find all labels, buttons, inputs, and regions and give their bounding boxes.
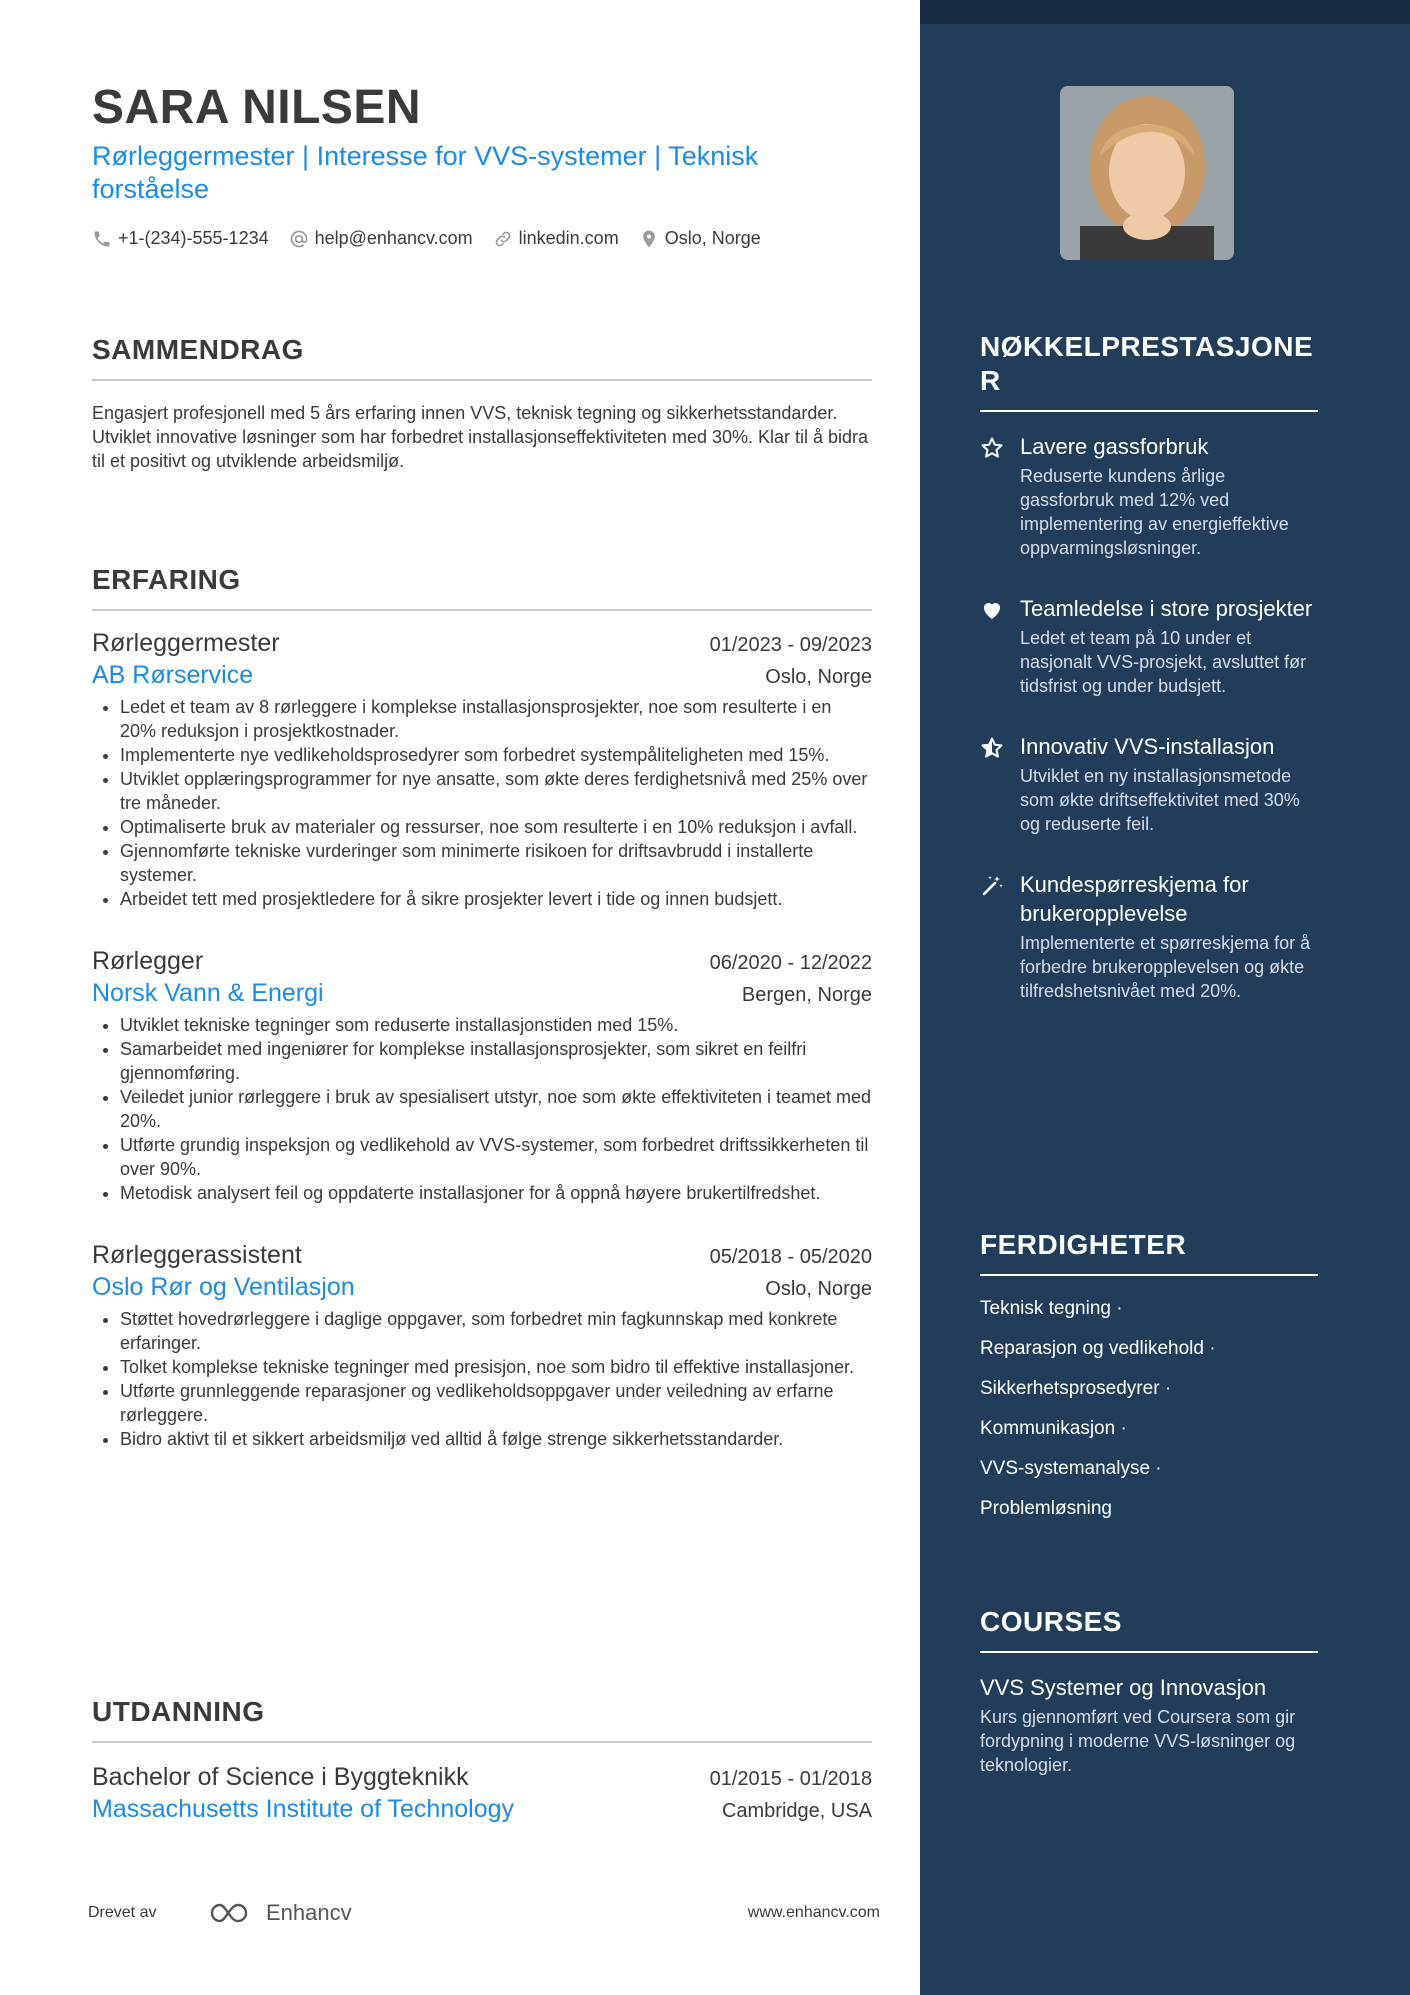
course-description: Kurs gjennomført ved Coursera som gir fordypning i moderne VVS-løsninger og teknologier. [980, 1707, 1296, 1775]
experience-section [92, 563, 872, 1451]
job-bullet: • Støttet hovedrørleggere i daglige oppgaver, som forbedret min fagkunnskap med konkrete erfaringer. [120, 1307, 872, 1355]
skill-item: Problemløsning [980, 1498, 1112, 1519]
contact-bar [92, 228, 872, 249]
section-divider [980, 410, 1318, 412]
job-dates: 01/2023 - 09/2023 [709, 634, 872, 656]
location-pin-icon [639, 229, 659, 249]
heart-icon [980, 598, 1004, 622]
profile-photo [1060, 86, 1234, 260]
achievements-section [980, 330, 1318, 1003]
contact-linkedin[interactable] [493, 228, 619, 249]
job-header [92, 1239, 872, 1271]
job-bullet: • Ledet et team av 8 rørleggere i komplekse installasjonsprosjekter, noe som resulterte i en 20% reduksjon i prosjektkostnader. [120, 695, 872, 743]
job-header [92, 627, 872, 659]
phone-text: +1-(234)-555-1234 [118, 228, 269, 248]
school: Massachusetts Institute of Technology [92, 1795, 514, 1823]
summary-title: SAMMENDRAG [92, 334, 304, 365]
job-bullet: • Utførte grunnleggende reparasjoner og vedlikeholdsoppgaver under veiledning av erfarne rørleggere. [120, 1379, 872, 1427]
job-location: Oslo, Norge [765, 666, 872, 688]
experience-title: ERFARING [92, 564, 241, 595]
headline: Rørleggermester | Interesse for VVS-systemer | Teknisk forståelse [92, 141, 759, 204]
skills-title: FERDIGHETER [980, 1229, 1187, 1260]
education-location: Cambridge, USA [721, 1800, 872, 1822]
summary-text: Engasjert profesjonell med 5 års erfaring innen VVS, teknisk tegning og sikkerhetsstandarder. Utviklet innovative løsninger som har forbedret installasjonseffektiviteten med 30%. Klar til å bidra til et positivt og utviklende arbeidsmiljø. [92, 403, 869, 471]
job-bullet: • Gjennomførte tekniske vurderinger som minimerte risikoen for driftsavbrudd i installerte systemer. [120, 839, 872, 887]
skill-item: Sikkerhetsprosedyrer · [980, 1378, 1172, 1399]
job-location: Bergen, Norge [741, 984, 872, 1006]
job-subheader [92, 659, 872, 691]
job-subheader [92, 1271, 872, 1303]
job-bullet: • Utviklet opplæringsprogrammer for nye ansatte, som økte deres ferdighetsnivå med 25% over tre måneder. [120, 767, 872, 815]
section-divider [92, 609, 872, 611]
degree: Bachelor of Science i Byggteknikk [92, 1763, 469, 1791]
job-title: Rørleggermester [92, 629, 280, 657]
location-text: Oslo, Norge [664, 228, 761, 248]
header [92, 80, 872, 249]
education-row [92, 1761, 872, 1793]
job-entry [92, 627, 872, 911]
job-header [92, 945, 872, 977]
achievement-item [980, 732, 1318, 836]
education-title: UTDANNING [92, 1696, 265, 1727]
job-bullet: • Bidro aktivt til et sikkert arbeidsmiljø ved alltid å følge strenge sikkerhetsstandarder. [120, 1427, 872, 1451]
course-title: VVS Systemer og Innovasjon [980, 1675, 1267, 1700]
footer-website[interactable]: www.enhancv.com [747, 1904, 880, 1921]
education-row [92, 1793, 872, 1825]
job-bullet: • Veiledet junior rørleggere i bruk av spesialisert utstyr, noe som økte effektiviteten i teamet med 20%. [120, 1085, 872, 1133]
avatar [1060, 86, 1234, 260]
phone-icon [92, 229, 112, 249]
contact-phone[interactable] [92, 228, 269, 249]
job-company: Norsk Vann & Energi [92, 979, 324, 1007]
achievements-title: NØKKELPRESTASJONER [980, 331, 1314, 396]
star-outline-icon [980, 436, 1004, 460]
achievement-item [980, 870, 1318, 1003]
section-divider [92, 379, 872, 381]
job-bullets [92, 695, 872, 911]
job-list [92, 627, 872, 1451]
job-title: Rørleggerassistent [92, 1241, 302, 1269]
contact-location [639, 228, 761, 249]
skill-item: Kommunikasjon · [980, 1418, 1127, 1439]
sidebar [920, 0, 1410, 1995]
powered-by-label: Drevet av [88, 1904, 157, 1921]
achievement-list [980, 432, 1318, 1003]
job-bullet: • Utviklet tekniske tegninger som reduserte installasjonstiden med 15%. [120, 1013, 872, 1037]
job-dates: 05/2018 - 05/2020 [709, 1246, 872, 1268]
at-icon [289, 229, 309, 249]
brand-logo[interactable] [208, 1900, 352, 1926]
job-bullet: • Metodisk analysert feil og oppdaterte installasjoner for å oppnå høyere brukertilfredshet. [120, 1181, 872, 1205]
footer [88, 1900, 880, 1926]
job-company: Oslo Rør og Ventilasjon [92, 1273, 355, 1301]
summary-section [92, 333, 872, 473]
skill-item: VVS-systemanalyse · [980, 1458, 1162, 1479]
section-divider [980, 1274, 1318, 1276]
skills-section [980, 1228, 1318, 1536]
achievement-description: Ledet et team på 10 under et nasjonalt VVS-prosjekt, avsluttet før tidsfrist og under budsjett. [1020, 628, 1307, 696]
job-entry [92, 1239, 872, 1451]
job-dates: 06/2020 - 12/2022 [709, 952, 872, 974]
skill-item: Teknisk tegning · [980, 1298, 1123, 1319]
contact-email[interactable] [289, 228, 473, 249]
job-location: Oslo, Norge [765, 1278, 872, 1300]
email-text: help@enhancv.com [314, 228, 473, 248]
achievement-item [980, 594, 1318, 698]
brand-name: Enhancv [266, 1900, 352, 1925]
section-divider [92, 1741, 872, 1743]
job-company: AB Rørservice [92, 661, 254, 689]
job-bullets [92, 1307, 872, 1451]
job-bullet: • Samarbeidet med ingeniører for komplekse installasjonsprosjekter, som sikret en feilfri gjennomføring. [120, 1037, 872, 1085]
star-half-icon [980, 736, 1004, 760]
courses-title: COURSES [980, 1606, 1122, 1637]
achievement-description: Utviklet en ny installasjonsmetode som økte driftseffektivitet med 30% og reduserte feil. [1020, 766, 1300, 834]
magic-wand-icon [980, 874, 1004, 898]
job-bullet: • Tolket komplekse tekniske tegninger med presisjon, noe som bidro til effektive installasjoner. [120, 1355, 872, 1379]
skill-list [980, 1296, 1318, 1521]
link-icon [493, 229, 513, 249]
achievement-title: Lavere gassforbruk [1020, 434, 1209, 459]
job-bullet: • Utførte grundig inspeksjon og vedlikehold av VVS-systemer, som forbedret driftssikkerheten til over 90%. [120, 1133, 872, 1181]
candidate-name: SARA NILSEN [92, 81, 422, 134]
linkedin-text: linkedin.com [518, 228, 619, 248]
skill-item: Reparasjon og vedlikehold · [980, 1338, 1216, 1359]
job-bullet: • Arbeidet tett med prosjektledere for å sikre prosjekter levert i tide og innen budsjett. [120, 887, 872, 911]
enhancv-logo-icon [208, 1900, 256, 1926]
job-entry [92, 945, 872, 1205]
achievement-item [980, 432, 1318, 560]
job-subheader [92, 977, 872, 1009]
achievement-title: Innovativ VVS-installasjon [1020, 734, 1275, 759]
sidebar-top-band [920, 0, 1410, 24]
achievement-description: Implementerte et spørreskjema for å forbedre brukeropplevelsen og økte tilfredshetsnivået med 20%. [1020, 933, 1311, 1001]
courses-section [980, 1605, 1318, 1777]
achievement-description: Reduserte kundens årlige gassforbruk med 12% ved implementering av energieffektive oppvarmingsløsninger. [1020, 466, 1289, 558]
section-divider [980, 1651, 1318, 1653]
job-bullets [92, 1013, 872, 1205]
achievement-title: Teamledelse i store prosjekter [1020, 596, 1313, 621]
job-bullet: • Optimaliserte bruk av materialer og ressurser, noe som resulterte i en 10% reduksjon i avfall. [120, 815, 872, 839]
job-title: Rørlegger [92, 947, 204, 975]
education-section [92, 1695, 872, 1825]
job-bullet: • Implementerte nye vedlikeholdsprosedyrer som forbedret systempåliteligheten med 15%. [120, 743, 872, 767]
education-dates: 01/2015 - 01/2018 [709, 1768, 872, 1790]
achievement-title: Kundespørreskjema for brukeropplevelse [1020, 872, 1249, 926]
